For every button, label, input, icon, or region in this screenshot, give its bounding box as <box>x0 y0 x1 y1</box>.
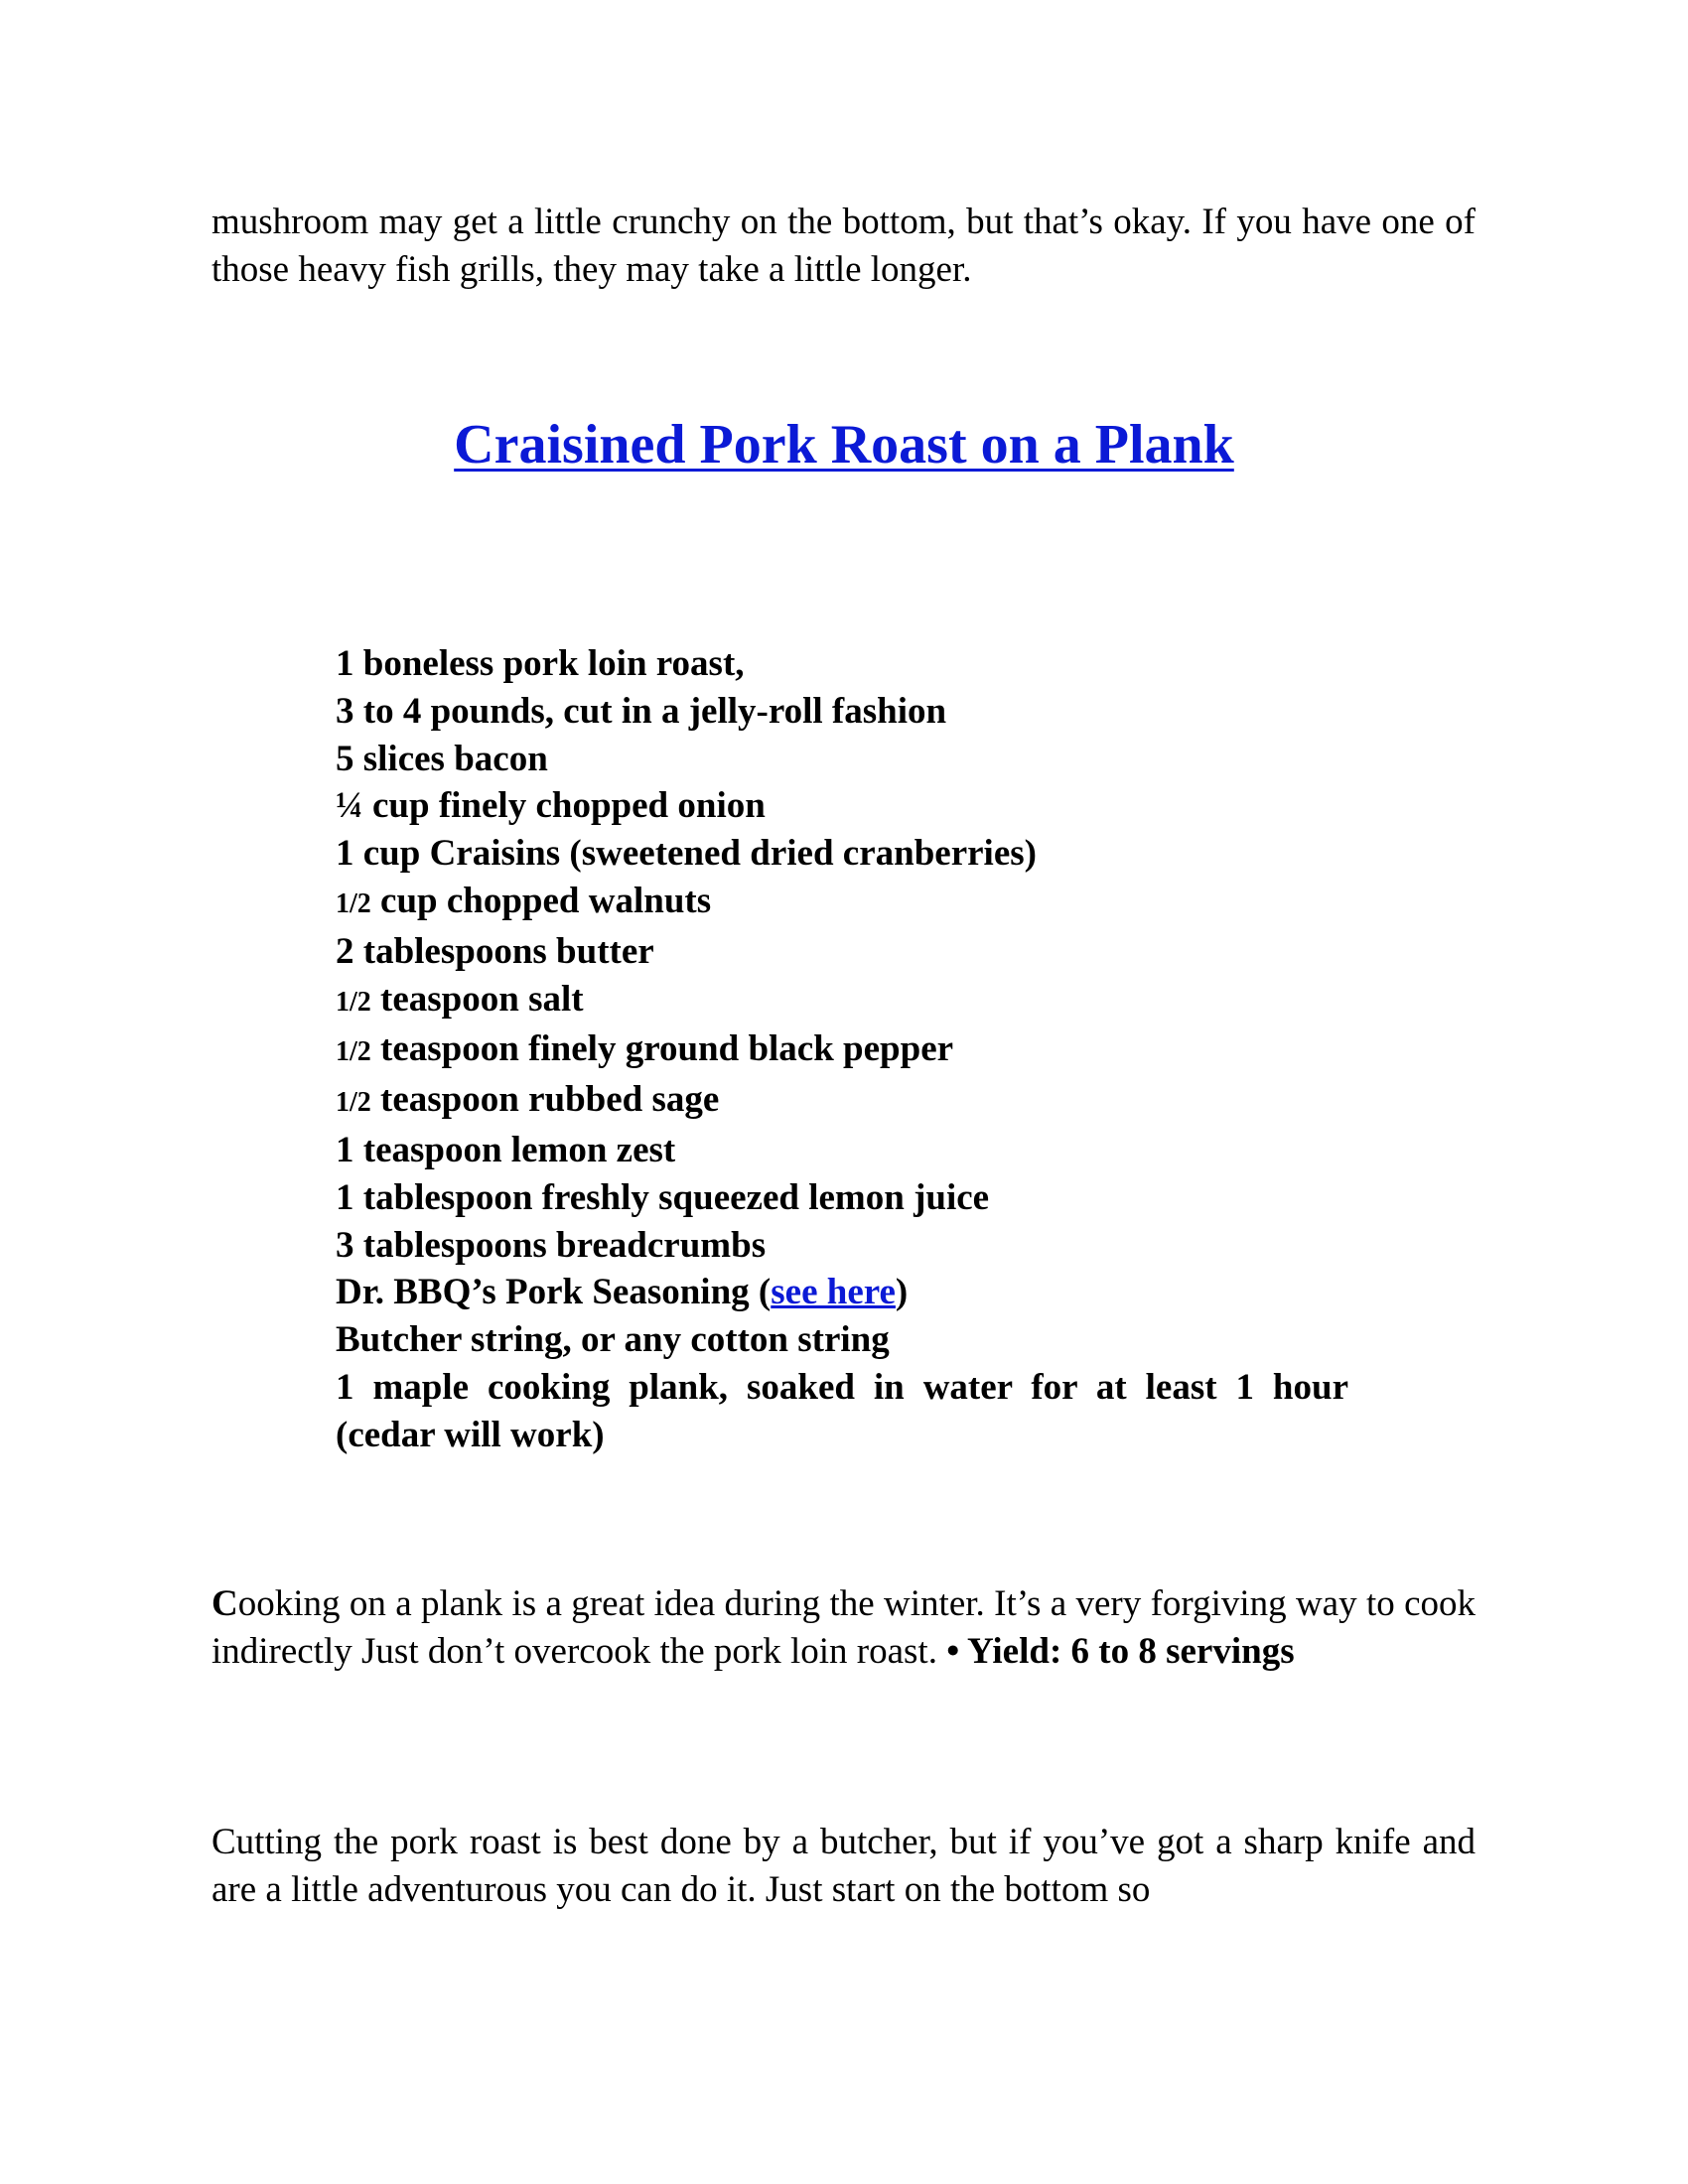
ingredient-item <box>336 782 1348 830</box>
drop-cap-letter: C <box>211 1583 238 1624</box>
ingredient-text: teaspoon rubbed sage <box>370 1079 720 1121</box>
ingredient-qty: 2 <box>336 930 354 972</box>
seasoning-text: Dr. BBQ’s Pork Seasoning ( <box>336 1272 772 1313</box>
ingredient-qty: 1/2 <box>336 1036 371 1068</box>
cooking-paragraph <box>211 1580 1476 1676</box>
ingredient-item <box>336 928 1348 976</box>
ingredient-item <box>336 1025 1348 1076</box>
ingredient-text: cup chopped walnuts <box>370 880 712 921</box>
ingredient-item-string: Butcher string, or any cotton string <box>336 1319 890 1361</box>
see-here-link[interactable]: see here <box>771 1272 896 1313</box>
ingredient-qty: 1/2 <box>336 986 371 1018</box>
cooking-text: ooking on a plank is a great idea during the winter. It’s a very forgiving way to cook indirectly Just don’t overcook the pork loin roast. <box>211 1583 1476 1672</box>
ingredient-item <box>336 1076 1348 1127</box>
ingredient-text: tablespoons butter <box>353 930 654 972</box>
ingredient-text: teaspoon lemon zest <box>353 1129 676 1170</box>
ingredient-qty: 1 <box>336 1176 354 1218</box>
ingredient-item <box>336 830 1348 878</box>
ingredient-item <box>336 878 1348 928</box>
ingredient-list <box>336 640 1348 1459</box>
recipe-title <box>0 409 1688 480</box>
ingredient-item <box>336 1222 1348 1270</box>
ingredient-item <box>336 976 1348 1026</box>
ingredient-qty: 1 <box>336 1129 354 1170</box>
ingredient-item-seasoning <box>336 1269 1348 1316</box>
ingredient-qty: 3 <box>336 1224 354 1266</box>
ingredient-text: tablespoons breadcrumbs <box>353 1224 767 1266</box>
ingredient-qty: 1/2 <box>336 887 371 919</box>
ingredient-item <box>336 736 1348 783</box>
ingredient-text: teaspoon finely ground black pepper <box>370 1028 954 1070</box>
ingredient-text: teaspoon salt <box>370 978 584 1020</box>
ingredient-text: cup finely chopped onion <box>362 785 766 827</box>
ingredient-text: boneless pork loin roast, <box>353 643 745 684</box>
ingredient-item <box>336 640 1348 688</box>
ingredient-qty: 1/2 <box>336 1087 371 1119</box>
ingredient-item <box>336 1127 1348 1174</box>
ingredient-text: slices bacon <box>353 738 548 779</box>
ingredient-item <box>336 1174 1348 1222</box>
recipe-title-link[interactable]: Craisined Pork Roast on a Plank <box>454 414 1234 476</box>
intro-paragraph: mushroom may get a little crunchy on the bottom, but that’s okay. If you have one of those heavy fish grills, they may take a little longer. <box>211 202 1476 290</box>
ingredient-qty: 1 <box>336 643 354 684</box>
ingredient-qty: 3 <box>336 690 354 732</box>
yield-text: • Yield: 6 to 8 servings <box>946 1631 1295 1672</box>
ingredient-text: to 4 pounds, cut in a jelly-roll fashion <box>353 690 947 732</box>
ingredient-item-plank: 1 maple cooking plank, soaked in water for at least 1 hour (cedar will work) <box>336 1366 1348 1455</box>
cutting-paragraph: Cutting the pork roast is best done by a butcher, but if you’ve got a sharp knife and are a little adventurous you can do it. Just start on the bottom so <box>211 1822 1476 1910</box>
ingredient-qty: 1 <box>336 833 354 875</box>
ingredient-text: cup Craisins (sweetened dried cranberries) <box>353 833 1037 875</box>
ingredient-qty: 5 <box>336 738 354 779</box>
ingredient-qty: ¼ <box>336 785 363 827</box>
seasoning-close: ) <box>895 1272 909 1313</box>
ingredient-item <box>336 688 1348 736</box>
ingredient-text: tablespoon freshly squeezed lemon juice <box>353 1176 990 1218</box>
